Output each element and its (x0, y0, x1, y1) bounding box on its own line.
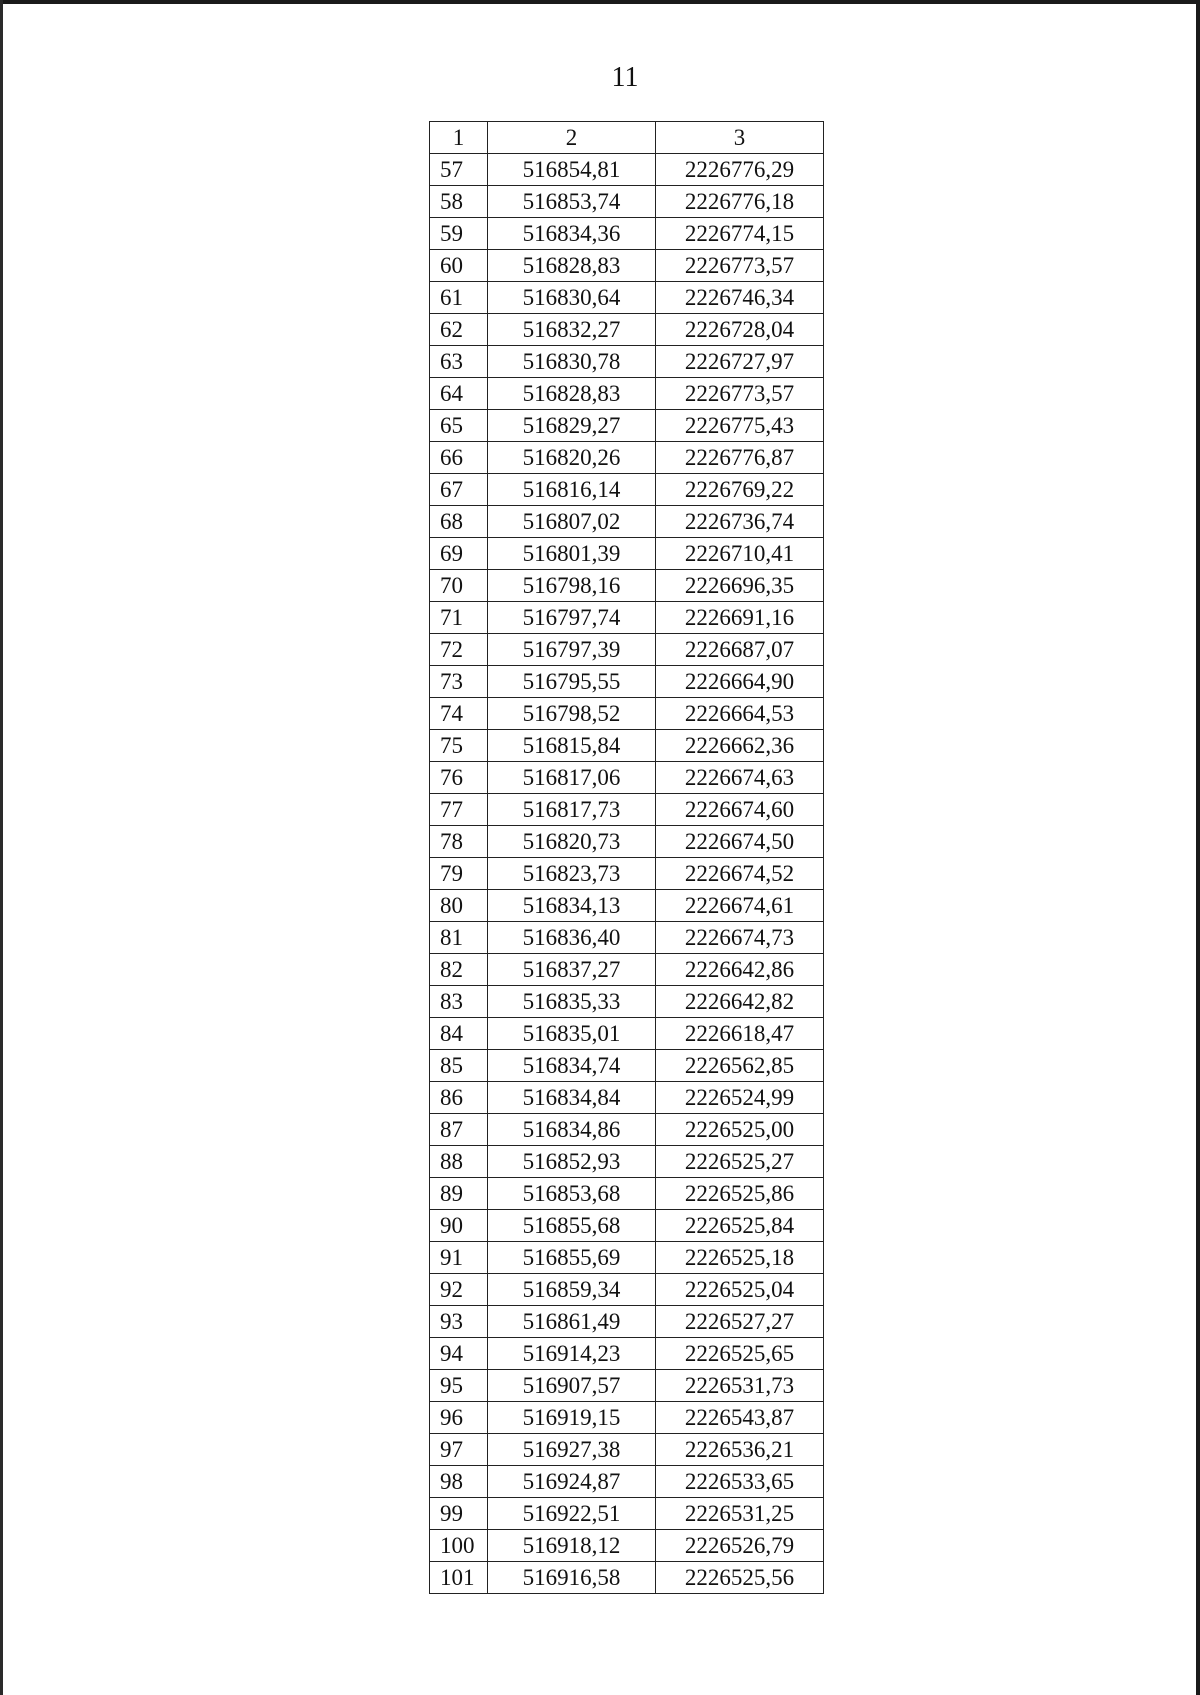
point-number-cell: 70 (430, 570, 488, 602)
y-coordinate-cell: 2226536,21 (656, 1434, 824, 1466)
y-coordinate-cell: 2226776,87 (656, 442, 824, 474)
x-coordinate-cell: 516835,01 (488, 1018, 656, 1050)
point-number-cell: 81 (430, 922, 488, 954)
page-number: 11 (611, 62, 639, 93)
x-coordinate-cell: 516922,51 (488, 1498, 656, 1530)
x-coordinate-cell: 516829,27 (488, 410, 656, 442)
scan-edge-left (0, 0, 3, 1695)
table-row (430, 826, 824, 858)
point-number-cell: 89 (430, 1178, 488, 1210)
y-coordinate-cell: 2226775,43 (656, 410, 824, 442)
point-number-cell: 72 (430, 634, 488, 666)
point-number-cell: 63 (430, 346, 488, 378)
table-row (430, 442, 824, 474)
x-coordinate-cell: 516834,13 (488, 890, 656, 922)
table-row (430, 218, 824, 250)
table-header (430, 122, 824, 154)
point-number-cell: 68 (430, 506, 488, 538)
point-number-cell: 62 (430, 314, 488, 346)
x-coordinate-cell: 516853,68 (488, 1178, 656, 1210)
x-coordinate-cell: 516924,87 (488, 1466, 656, 1498)
point-number-cell: 95 (430, 1370, 488, 1402)
y-coordinate-cell: 2226531,73 (656, 1370, 824, 1402)
table-row (430, 1114, 824, 1146)
y-coordinate-cell: 2226674,50 (656, 826, 824, 858)
table-row (430, 538, 824, 570)
point-number-cell: 73 (430, 666, 488, 698)
table-row (430, 1178, 824, 1210)
table-row (430, 1082, 824, 1114)
x-coordinate-cell: 516859,34 (488, 1274, 656, 1306)
y-coordinate-cell: 2226691,16 (656, 602, 824, 634)
point-number-cell: 97 (430, 1434, 488, 1466)
table-row (430, 570, 824, 602)
point-number-cell: 91 (430, 1242, 488, 1274)
x-coordinate-cell: 516836,40 (488, 922, 656, 954)
x-coordinate-cell: 516830,78 (488, 346, 656, 378)
x-coordinate-cell: 516855,68 (488, 1210, 656, 1242)
point-number-cell: 57 (430, 154, 488, 186)
y-coordinate-cell: 2226696,35 (656, 570, 824, 602)
y-coordinate-cell: 2226664,53 (656, 698, 824, 730)
table-row (430, 890, 824, 922)
x-coordinate-cell: 516828,83 (488, 378, 656, 410)
table-row (430, 346, 824, 378)
point-number-cell: 59 (430, 218, 488, 250)
y-coordinate-cell: 2226674,73 (656, 922, 824, 954)
x-coordinate-cell: 516853,74 (488, 186, 656, 218)
y-coordinate-cell: 2226662,36 (656, 730, 824, 762)
point-number-cell: 65 (430, 410, 488, 442)
point-number-cell: 71 (430, 602, 488, 634)
y-coordinate-cell: 2226710,41 (656, 538, 824, 570)
y-coordinate-cell: 2226531,25 (656, 1498, 824, 1530)
point-number-cell: 96 (430, 1402, 488, 1434)
point-number-cell: 78 (430, 826, 488, 858)
point-number-cell: 80 (430, 890, 488, 922)
y-coordinate-cell: 2226776,29 (656, 154, 824, 186)
y-coordinate-cell: 2226525,18 (656, 1242, 824, 1274)
x-coordinate-cell: 516835,33 (488, 986, 656, 1018)
x-coordinate-cell: 516828,83 (488, 250, 656, 282)
table-row (430, 1338, 824, 1370)
y-coordinate-cell: 2226618,47 (656, 1018, 824, 1050)
y-coordinate-cell: 2226774,15 (656, 218, 824, 250)
table-row (430, 1466, 824, 1498)
y-coordinate-cell: 2226525,04 (656, 1274, 824, 1306)
point-number-cell: 82 (430, 954, 488, 986)
x-coordinate-cell: 516797,74 (488, 602, 656, 634)
y-coordinate-cell: 2226543,87 (656, 1402, 824, 1434)
point-number-cell: 75 (430, 730, 488, 762)
point-number-cell: 74 (430, 698, 488, 730)
point-number-cell: 77 (430, 794, 488, 826)
point-number-cell: 100 (430, 1530, 488, 1562)
header-col-1: 1 (430, 122, 488, 154)
table-row (430, 1146, 824, 1178)
x-coordinate-cell: 516817,73 (488, 794, 656, 826)
point-number-cell: 83 (430, 986, 488, 1018)
table-row (430, 858, 824, 890)
x-coordinate-cell: 516852,93 (488, 1146, 656, 1178)
table-row (430, 986, 824, 1018)
table-row (430, 186, 824, 218)
table-row (430, 794, 824, 826)
x-coordinate-cell: 516815,84 (488, 730, 656, 762)
y-coordinate-cell: 2226674,52 (656, 858, 824, 890)
point-number-cell: 92 (430, 1274, 488, 1306)
point-number-cell: 90 (430, 1210, 488, 1242)
point-number-cell: 99 (430, 1498, 488, 1530)
y-coordinate-cell: 2226533,65 (656, 1466, 824, 1498)
point-number-cell: 69 (430, 538, 488, 570)
x-coordinate-cell: 516834,84 (488, 1082, 656, 1114)
x-coordinate-cell: 516916,58 (488, 1562, 656, 1594)
table-row (430, 154, 824, 186)
point-number-cell: 66 (430, 442, 488, 474)
point-number-cell: 87 (430, 1114, 488, 1146)
y-coordinate-cell: 2226524,99 (656, 1082, 824, 1114)
table-row (430, 666, 824, 698)
table-row (430, 474, 824, 506)
x-coordinate-cell: 516919,15 (488, 1402, 656, 1434)
y-coordinate-cell: 2226527,27 (656, 1306, 824, 1338)
y-coordinate-cell: 2226525,00 (656, 1114, 824, 1146)
x-coordinate-cell: 516855,69 (488, 1242, 656, 1274)
table-row (430, 922, 824, 954)
table-row (430, 250, 824, 282)
table-row (430, 378, 824, 410)
point-number-cell: 64 (430, 378, 488, 410)
table-body (430, 154, 824, 1594)
point-number-cell: 60 (430, 250, 488, 282)
x-coordinate-cell: 516907,57 (488, 1370, 656, 1402)
x-coordinate-cell: 516832,27 (488, 314, 656, 346)
x-coordinate-cell: 516798,16 (488, 570, 656, 602)
x-coordinate-cell: 516834,74 (488, 1050, 656, 1082)
y-coordinate-cell: 2226674,63 (656, 762, 824, 794)
x-coordinate-cell: 516816,14 (488, 474, 656, 506)
y-coordinate-cell: 2226674,60 (656, 794, 824, 826)
table-row (430, 1050, 824, 1082)
table-row (430, 1530, 824, 1562)
y-coordinate-cell: 2226769,22 (656, 474, 824, 506)
x-coordinate-cell: 516861,49 (488, 1306, 656, 1338)
y-coordinate-cell: 2226674,61 (656, 890, 824, 922)
y-coordinate-cell: 2226773,57 (656, 378, 824, 410)
point-number-cell: 86 (430, 1082, 488, 1114)
x-coordinate-cell: 516914,23 (488, 1338, 656, 1370)
x-coordinate-cell: 516817,06 (488, 762, 656, 794)
table-row (430, 1498, 824, 1530)
point-number-cell: 61 (430, 282, 488, 314)
header-col-2: 2 (488, 122, 656, 154)
point-number-cell: 93 (430, 1306, 488, 1338)
point-number-cell: 88 (430, 1146, 488, 1178)
y-coordinate-cell: 2226736,74 (656, 506, 824, 538)
table-row (430, 1274, 824, 1306)
y-coordinate-cell: 2226525,65 (656, 1338, 824, 1370)
x-coordinate-cell: 516918,12 (488, 1530, 656, 1562)
point-number-cell: 85 (430, 1050, 488, 1082)
y-coordinate-cell: 2226525,27 (656, 1146, 824, 1178)
point-number-cell: 76 (430, 762, 488, 794)
y-coordinate-cell: 2226664,90 (656, 666, 824, 698)
y-coordinate-cell: 2226642,86 (656, 954, 824, 986)
y-coordinate-cell: 2226687,07 (656, 634, 824, 666)
table-row (430, 410, 824, 442)
table-row (430, 1018, 824, 1050)
y-coordinate-cell: 2226727,97 (656, 346, 824, 378)
table-row (430, 282, 824, 314)
x-coordinate-cell: 516820,73 (488, 826, 656, 858)
table-row (430, 954, 824, 986)
point-number-cell: 101 (430, 1562, 488, 1594)
table-row (430, 1210, 824, 1242)
table-row (430, 1402, 824, 1434)
y-coordinate-cell: 2226562,85 (656, 1050, 824, 1082)
table-row (430, 1242, 824, 1274)
x-coordinate-cell: 516797,39 (488, 634, 656, 666)
x-coordinate-cell: 516837,27 (488, 954, 656, 986)
table-row (430, 698, 824, 730)
table-row (430, 1306, 824, 1338)
x-coordinate-cell: 516801,39 (488, 538, 656, 570)
table-row (430, 1562, 824, 1594)
x-coordinate-cell: 516820,26 (488, 442, 656, 474)
table-row (430, 314, 824, 346)
point-number-cell: 84 (430, 1018, 488, 1050)
x-coordinate-cell: 516830,64 (488, 282, 656, 314)
point-number-cell: 58 (430, 186, 488, 218)
y-coordinate-cell: 2226746,34 (656, 282, 824, 314)
scan-edge-right (1196, 0, 1200, 1695)
table-row (430, 506, 824, 538)
x-coordinate-cell: 516807,02 (488, 506, 656, 538)
x-coordinate-cell: 516854,81 (488, 154, 656, 186)
point-number-cell: 98 (430, 1466, 488, 1498)
x-coordinate-cell: 516823,73 (488, 858, 656, 890)
y-coordinate-cell: 2226525,84 (656, 1210, 824, 1242)
scan-edge-top (0, 0, 1200, 4)
x-coordinate-cell: 516927,38 (488, 1434, 656, 1466)
point-number-cell: 94 (430, 1338, 488, 1370)
x-coordinate-cell: 516798,52 (488, 698, 656, 730)
y-coordinate-cell: 2226642,82 (656, 986, 824, 1018)
table-row (430, 1434, 824, 1466)
y-coordinate-cell: 2226526,79 (656, 1530, 824, 1562)
point-number-cell: 67 (430, 474, 488, 506)
y-coordinate-cell: 2226525,86 (656, 1178, 824, 1210)
x-coordinate-cell: 516795,55 (488, 666, 656, 698)
header-row (430, 122, 824, 154)
table-row (430, 634, 824, 666)
coordinates-table (429, 121, 824, 1594)
table-row (430, 730, 824, 762)
table-row (430, 1370, 824, 1402)
y-coordinate-cell: 2226773,57 (656, 250, 824, 282)
y-coordinate-cell: 2226525,56 (656, 1562, 824, 1594)
x-coordinate-cell: 516834,36 (488, 218, 656, 250)
table-row (430, 602, 824, 634)
y-coordinate-cell: 2226776,18 (656, 186, 824, 218)
y-coordinate-cell: 2226728,04 (656, 314, 824, 346)
header-col-3: 3 (656, 122, 824, 154)
table-row (430, 762, 824, 794)
x-coordinate-cell: 516834,86 (488, 1114, 656, 1146)
point-number-cell: 79 (430, 858, 488, 890)
